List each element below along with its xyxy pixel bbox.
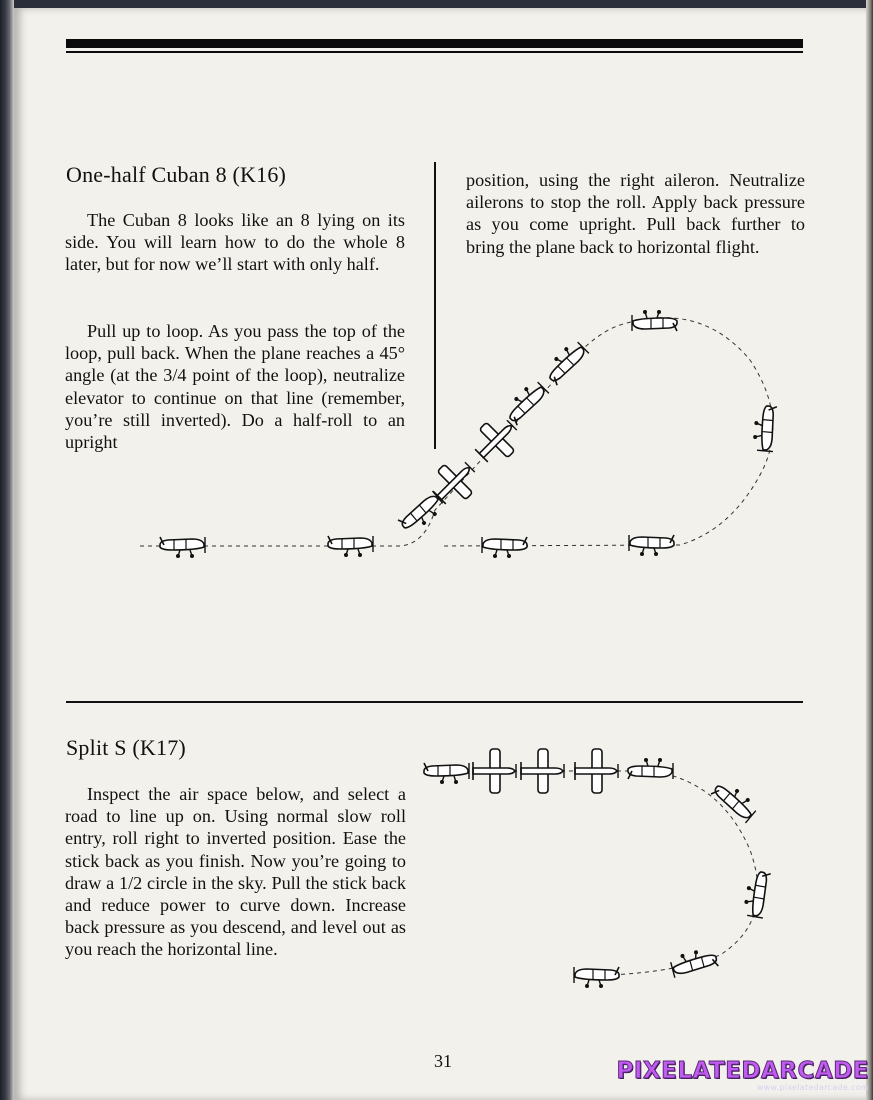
watermark-url: www.pixelatedarcade.com	[756, 1083, 869, 1092]
split-s-paragraph-1: Inspect the air space below, and select a road to line up on. Using normal slow roll entry, roll right to inverted position. Ease the stick back as you finish. Now you’re going to draw a 1/2 circle in the sky. Pull the stick back and reduce power to curve down. Increase back pressure as you descend, and level out as you reach the horizontal line.	[65, 784, 406, 960]
cuban-8-paragraph-2: Pull up to loop. As you pass the top of the loop, pull back. When the plane reaches a 45° angle (at the 3/4 point of the loop), neutralize elevator to continue on that line (remember, you’re still inverted). Do a half-roll to an upright	[65, 321, 405, 453]
cuban-8-paragraph-1: The Cuban 8 looks like an 8 lying on its side. You will learn how to do the whole 8 later, but for now we’ll start with only half.	[65, 210, 405, 275]
watermark-brand: PIXELATEDARCADE	[616, 1058, 869, 1084]
cuban-8-paragraph-2-continued: position, using the right aileron. Neutralize ailerons to stop the roll. Apply back pressure as you come upright. Pull back further to bring the plane back to horizontal flight.	[466, 170, 805, 257]
section-title-split-s: Split S (K17)	[66, 735, 186, 760]
watermark	[616, 1058, 869, 1092]
page-number: 31	[434, 1051, 452, 1071]
split-s-flight-diagram	[0, 700, 873, 1020]
section-title-cuban-8: One-half Cuban 8 (K16)	[66, 162, 287, 187]
